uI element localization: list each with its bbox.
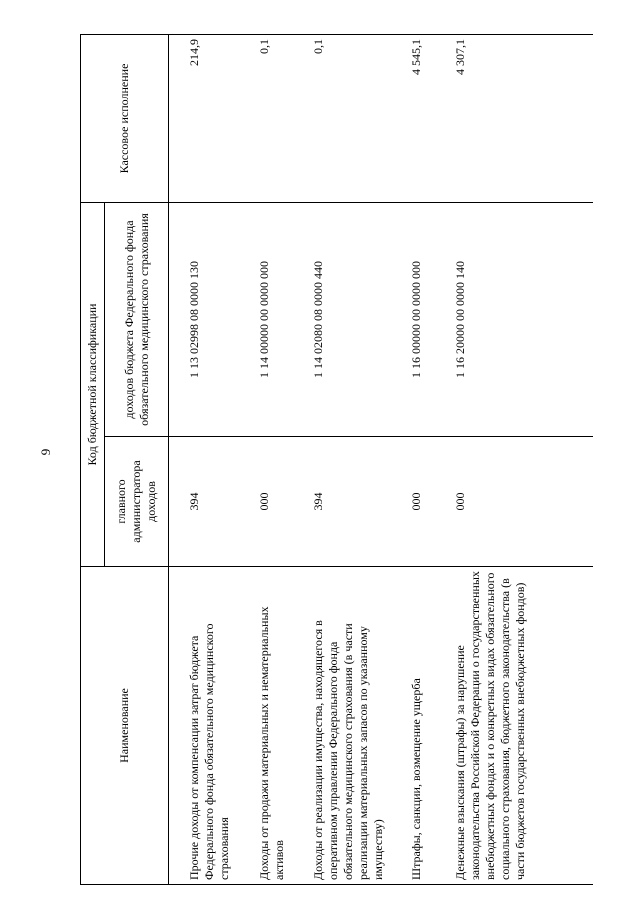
table-row bbox=[303, 35, 401, 885]
row-admin-code: 000 bbox=[247, 437, 303, 567]
table-row bbox=[401, 35, 445, 885]
row-admin-code: 394 bbox=[169, 437, 248, 567]
header-income: доходов бюджета Федерального фонда обязательного медицинского страхования bbox=[105, 203, 169, 437]
row-admin-code: 000 bbox=[401, 437, 445, 567]
row-amount: 4 307,1 bbox=[445, 35, 593, 203]
table-row bbox=[445, 35, 593, 885]
table-row bbox=[169, 35, 248, 885]
header-name: Наименование bbox=[81, 567, 169, 885]
row-amount: 4 545,1 bbox=[401, 35, 445, 203]
row-income-code: 1 14 02080 08 0000 440 bbox=[303, 203, 401, 437]
row-income-code: 1 16 20000 00 0000 140 bbox=[445, 203, 593, 437]
row-amount: 214,9 bbox=[169, 35, 248, 203]
budget-table bbox=[80, 34, 593, 885]
row-admin-code: 000 bbox=[445, 437, 593, 567]
row-name: Прочие доходы от компенсации затрат бюджета Федерального фонда обязательного медицинского страхования bbox=[169, 567, 248, 885]
row-income-code: 1 14 00000 00 0000 000 bbox=[247, 203, 303, 437]
header-administrator: главного администратора доходов bbox=[105, 437, 169, 567]
row-name: Денежные взыскания (штрафы) за нарушение законодательства Российской Федерации о государственных внебюджетных фондах и о конкретных видах обязательного социального страхования, бюджетного законодательства (в части бюджетов государственных внебюджетных фондов) bbox=[445, 567, 593, 885]
budget-table-container bbox=[80, 35, 560, 885]
header-budget-code: Код бюджетной классификации bbox=[81, 203, 105, 567]
row-income-code: 1 13 02998 08 0000 130 bbox=[169, 203, 248, 437]
row-amount: 0,1 bbox=[247, 35, 303, 203]
page-number: 9 bbox=[38, 448, 53, 456]
row-income-code: 1 16 00000 00 0000 000 bbox=[401, 203, 445, 437]
row-name: Доходы от реализации имущества, находящегося в оперативном управлении Федерального фонда обязательного медицинского страхования (в части реализации материальных запасов по указанному имуществу) bbox=[303, 567, 401, 885]
table-row bbox=[247, 35, 303, 885]
row-amount: 0,1 bbox=[303, 35, 401, 203]
row-name: Доходы от продажи материальных и нематериальных активов bbox=[247, 567, 303, 885]
row-admin-code: 394 bbox=[303, 437, 401, 567]
row-name: Штрафы, санкции, возмещение ущерба bbox=[401, 567, 445, 885]
header-execution: Кассовое исполнение bbox=[81, 35, 169, 203]
